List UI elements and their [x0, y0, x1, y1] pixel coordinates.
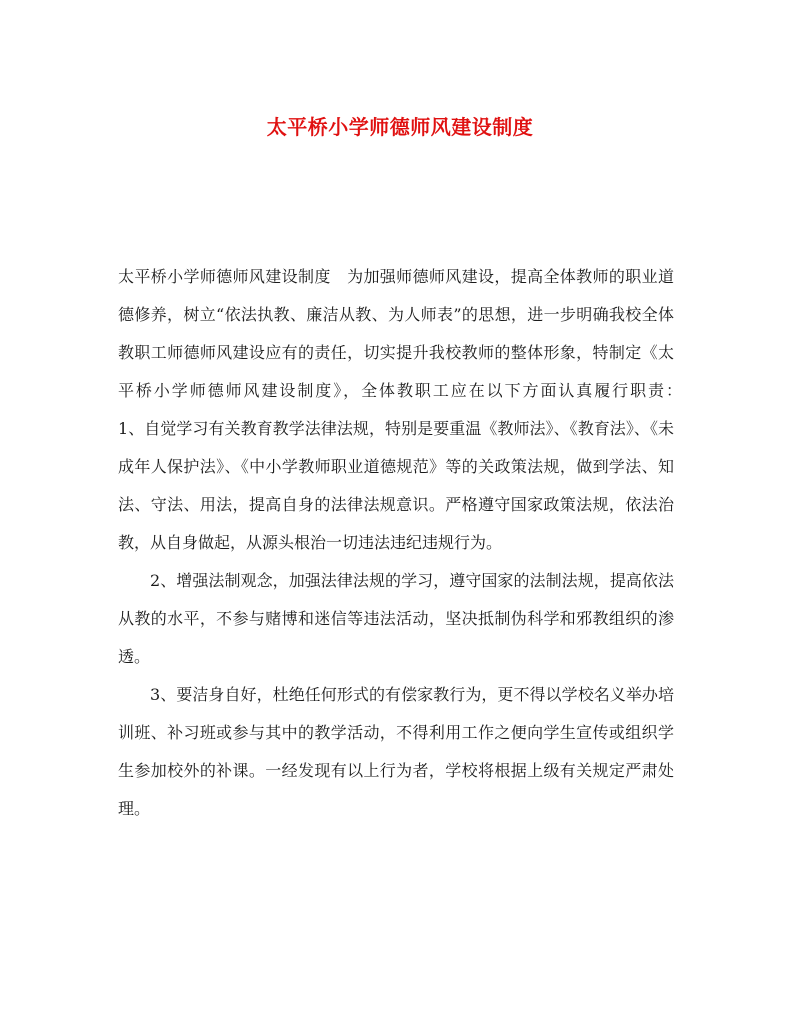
document-title: 太平桥小学师德师风建设制度	[266, 115, 534, 139]
paragraph-item-2: 2、增强法制观念，加强法律法规的学习，遵守国家的法制法规，提高依法从教的水平，不参与赌博和迷信等违法活动，坚决抵制伪科学和邪教组织的渗透。	[118, 571, 674, 666]
paragraph-item-3: 3、要洁身自好，杜绝任何形式的有偿家教行为，更不得以学校名义举办培训班、补习班或参与其中的教学活动，不得利用工作之便向学生宣传或组织学生参加校外的补课。一经发现有以上行为者，学校将根据上级有关规定严肃处理。	[118, 685, 674, 818]
paragraph-intro: 太平桥小学师德师风建设制度 为加强师德师风建设，提高全体教师的职业道德修养，树立“依法执教、廉洁从教、为人师表”的思想，进一步明确我校全体教职工师德师风建设应有的责任，切实提升我校教师的整体形象，特制定《太平桥小学师德师风建设制度》，全体教职工应在以下方面认真履行职责： 1、自觉学习有关教育教学法律法规，特别是要重温《教师法》、《教育法》、《未成年人保护法》、《中小学教师职业道德规范》等的关政策法规，做到学法、知法、守法、用法，提高自身的法律法规意识。严格遵守国家政策法规，依法治教，从自身做起，从源头根治一切违法违纪违规行为。	[118, 267, 723, 552]
document-body	[118, 258, 723, 828]
